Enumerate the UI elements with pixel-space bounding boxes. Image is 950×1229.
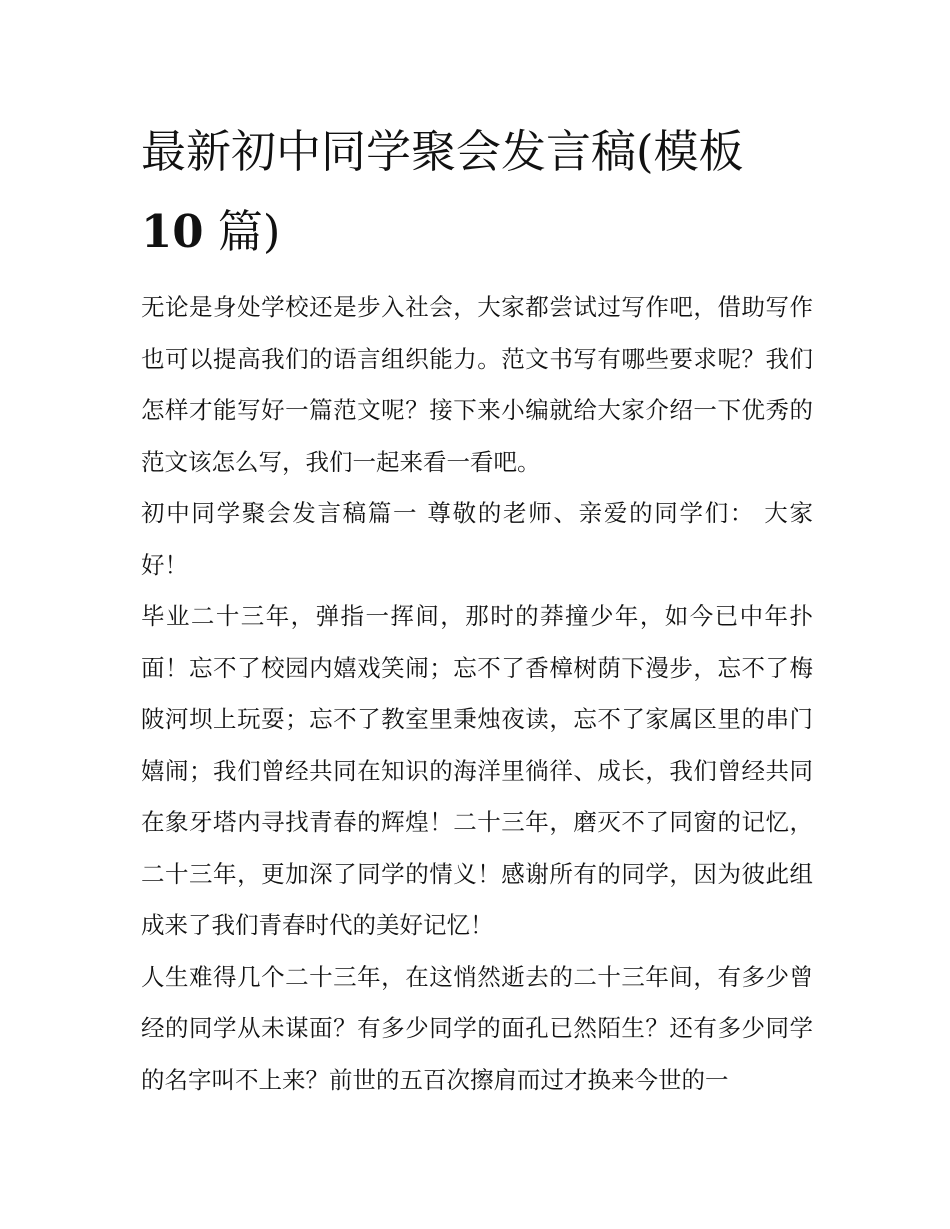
title-line-1: 最新初中同学聚会发言稿(模板 xyxy=(141,125,744,178)
title-line-2: 篇) xyxy=(203,205,281,258)
intro-paragraph: 无论是身处学校还是步入社会，大家都尝试过写作吧，借助写作也可以提高我们的语言组织能力。范文书写有哪些要求呢？我们怎样才能写好一篇范文呢？接下来小编就给大家介绍一下优秀的范文该怎么写，我们一起来看一看吧。 xyxy=(141,293,813,476)
greeting-paragraph: 初中同学聚会发言稿篇一 尊敬的老师、亲爱的同学们： 大家好！ xyxy=(141,499,813,579)
document-content xyxy=(141,112,813,1106)
document-title xyxy=(141,112,813,272)
title-number: 10 xyxy=(141,205,204,258)
body-paragraph: 人生难得几个二十三年，在这悄然逝去的二十三年间，有多少曾经的同学从未谋面？有多少同学的面孔已然陌生？还有多少同学的名字叫不上来？前世的五百次擦肩而过才换来今世的一 xyxy=(141,962,813,1094)
body-paragraph: 毕业二十三年，弹指一挥间，那时的莽撞少年，如今已中年扑面！忘不了校园内嬉戏笑闹；忘不了香樟树荫下漫步，忘不了梅陂河坝上玩耍；忘不了教室里秉烛夜读，忘不了家属区里的串门嬉闹；我们曾经共同在知识的海洋里徜徉、成长，我们曾经共同在象牙塔内寻找青春的辉煌！二十三年，磨灭不了同窗的记忆，二十三年，更加深了同学的情义！感谢所有的同学，因为彼此组成来了我们青春时代的美好记忆！ xyxy=(141,602,813,939)
